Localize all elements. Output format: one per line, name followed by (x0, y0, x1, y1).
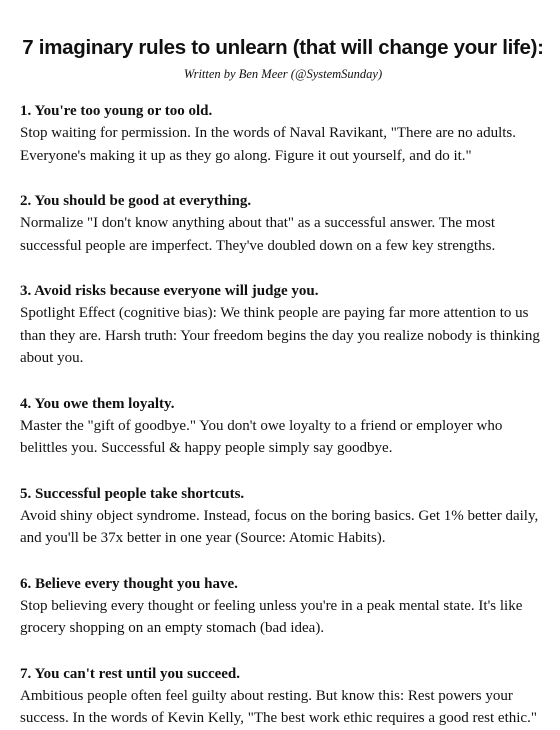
rule-heading: 7. You can't rest until you succeed. (20, 665, 241, 682)
rule-item-6 (20, 573, 546, 640)
rule-heading: 4. You owe them loyalty. (20, 395, 175, 412)
rule-heading: 2. You should be good at everything. (20, 193, 252, 209)
rule-heading: 5. Successful people take shortcuts. (20, 485, 245, 502)
rule-body: Avoid shiny object syndrome. Instead, focus on the boring basics. Get 1% better daily, and you'll be 37x better in one year (Source: Atomic Habits). (20, 507, 539, 546)
rule-body: Ambitious people often feel guilty about resting. But know this: Rest powers your success. In the words of Kevin Kelly, "The best work ethic requires a good rest ethic." (20, 687, 537, 726)
rule-heading: 3. Avoid risks because everyone will judge you. (20, 283, 319, 299)
rule-heading: 6. Believe every thought you have. (20, 575, 238, 592)
rule-item-2 (20, 190, 546, 257)
rule-item-1 (20, 100, 546, 167)
rule-item-5 (20, 483, 546, 550)
page-title: 7 imaginary rules to unlearn (that will change your life): (22, 36, 544, 59)
rule-body: Stop believing every thought or feeling unless you're in a peak mental state. It's like grocery shopping on an empty stomach (bad idea). (20, 597, 523, 636)
rule-body: Master the "gift of goodbye." You don't owe loyalty to a friend or employer who belittles you. Successful & happy people simply say goodbye. (20, 417, 503, 456)
rule-body: Normalize "I don't know anything about that" as a successful answer. The most successful people are imperfect. They've doubled down on a few key strengths. (20, 215, 496, 254)
rule-body: Stop waiting for permission. In the words of Naval Ravikant, "There are no adults. Everyone's making it up as they go along. Figure it out yourself, and do it." (20, 125, 517, 164)
rule-body: Spotlight Effect (cognitive bias): We think people are paying far more attention to us than they are. Harsh truth: Your freedom begins the day you realize nobody is thinking about you. (20, 305, 540, 366)
rule-item-4 (20, 393, 546, 460)
rule-item-7 (20, 663, 546, 730)
rules-list (20, 100, 546, 730)
author-byline: Written by Ben Meer (@SystemSunday) (183, 67, 383, 81)
rule-item-3 (20, 280, 546, 370)
rule-heading: 1. You're too young or too old. (20, 103, 213, 119)
